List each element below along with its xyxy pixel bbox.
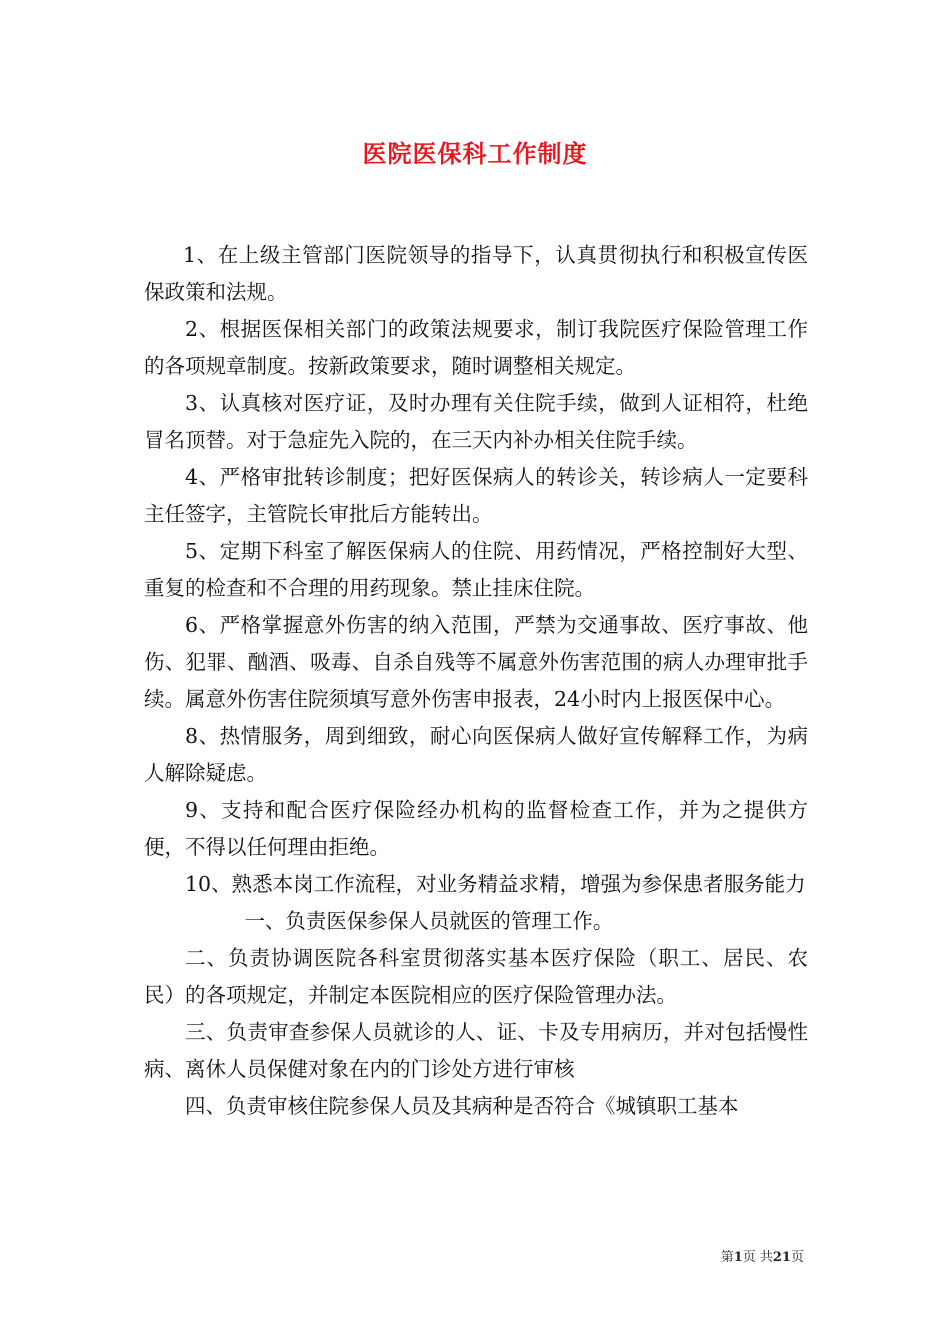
paragraph-2: 2、根据医保相关部门的政策法规要求，制订我院医疗保险管理工作的各项规章制度。按新政策要求，随时调整相关规定。: [144, 317, 808, 378]
page-footer: [721, 1246, 804, 1265]
paragraph-3: 3、认真核对医疗证，及时办理有关住院手续，做到人证相符，杜绝冒名顶替。对于急症先入院的，在三天内补办相关住院手续。: [144, 391, 808, 452]
paragraph-8: 8、热情服务，周到细致，耐心向医保病人做好宣传解释工作，为病人解除疑虑。: [144, 724, 808, 785]
document-body: [144, 237, 808, 1125]
paragraph-1: 1、在上级主管部门医院领导的指导下，认真贯彻执行和积极宣传医保政策和法规。: [144, 243, 808, 304]
footer-middle: 页 共: [742, 1250, 773, 1265]
paragraph-9: 9、支持和配合医疗保险经办机构的监督检查工作，并为之提供方便，不得以任何理由拒绝。: [144, 798, 808, 859]
current-page-number: 1: [733, 1250, 743, 1265]
footer-suffix: 页: [790, 1250, 804, 1265]
document-title: 医院医保科工作制度: [362, 139, 588, 168]
paragraph-4: 4、严格审批转诊制度；把好医保病人的转诊关，转诊病人一定要科主任签字，主管院长审批后方能转出。: [144, 465, 808, 526]
total-pages-number: 21: [772, 1250, 791, 1265]
paragraph-6: 6、严格掌握意外伤害的纳入范围，严禁为交通事故、医疗事故、他伤、犯罪、酗酒、吸毒、自杀自残等不属意外伤害范围的病人办理审批手续。属意外伤害住院须填写意外伤害申报表，24小时内上报医保中心。: [144, 613, 808, 711]
footer-prefix: 第: [720, 1250, 734, 1265]
section-1: 一、负责医保参保人员就医的管理工作。: [244, 909, 614, 933]
paragraph-5: 5、定期下科室了解医保病人的住院、用药情况，严格控制好大型、重复的检查和不合理的用药现象。禁止挂床住院。: [144, 539, 808, 600]
paragraph-10: 10、熟悉本岗工作流程，对业务精益求精，增强为参保患者服务能力: [185, 872, 806, 896]
section-3: 三、负责审查参保人员就诊的人、证、卡及专用病历，并对包括慢性病、离休人员保健对象在内的门诊处方进行审核: [144, 1020, 808, 1081]
section-4: 四、负责审核住院参保人员及其病种是否符合《城镇职工基本: [185, 1094, 739, 1118]
section-2: 二、负责协调医院各科室贯彻落实基本医疗保险（职工、居民、农民）的各项规定，并制定本医院相应的医疗保险管理办法。: [144, 946, 808, 1007]
